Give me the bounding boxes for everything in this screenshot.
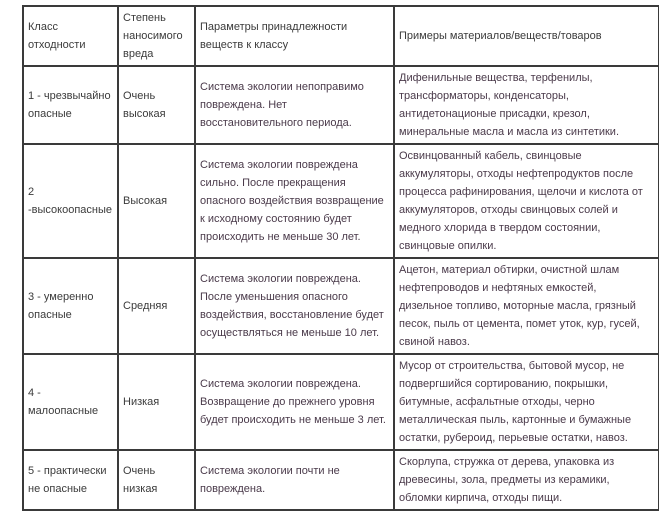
cell-examples: Ацетон, материал обтирки, очистной шлам нефтепроводов и нефтяных емкостей, дизельное топливо, моторные масла, грязный песок, пыль от цемента, помет уток, кур, гусей, свиной навоз. bbox=[394, 258, 659, 354]
cell-class: 4 - малоопасные bbox=[23, 354, 118, 450]
cell-harm: Высокая bbox=[118, 144, 195, 258]
cell-class: 2 -высокоопасные bbox=[23, 144, 118, 258]
table-row bbox=[23, 354, 659, 450]
table-header-row bbox=[23, 6, 659, 66]
cell-params: Система экологии повреждена. Возвращение до прежнего уровня будет происходить не меньше 3 лет. bbox=[195, 354, 394, 450]
cell-harm: Низкая bbox=[118, 354, 195, 450]
cell-examples: Освинцованный кабель, свинцовые аккумуляторы, отходы нефтепродуктов после процесса рафинирования, щелочи и кислота от аккумуляторов, отходы свинцовых солей и медного хлорида в твердом состоянии, свинцовые опилки. bbox=[394, 144, 659, 258]
cell-examples: Дифенильные вещества, терфенилы, трансформаторы, конденсаторы, антидетонационые присадки, крезол, минеральные масла и масла из синтетики. bbox=[394, 66, 659, 144]
cell-params: Система экологии повреждена. После уменьшения опасного воздействия, восстановление будет осуществляться не меньше 10 лет. bbox=[195, 258, 394, 354]
cell-class: 3 - умеренно опасные bbox=[23, 258, 118, 354]
table-row bbox=[23, 258, 659, 354]
cell-harm: Средняя bbox=[118, 258, 195, 354]
cell-class: 1 - чрезвычайно опасные bbox=[23, 66, 118, 144]
header-class: Класс отходности bbox=[23, 6, 118, 66]
waste-classes-table bbox=[22, 5, 659, 511]
cell-params: Система экологии повреждена сильно. После прекращения опасного воздействия возвращение к исходному состоянию будет происходить не меньше 30 лет. bbox=[195, 144, 394, 258]
table-row bbox=[23, 450, 659, 510]
cell-examples: Скорлупа, стружка от дерева, упаковка из древесины, зола, предметы из керамики, обломки кирпича, отходы пищи. bbox=[394, 450, 659, 510]
cell-params: Система экологии непоправимо повреждена. Нет восстановительного периода. bbox=[195, 66, 394, 144]
cell-harm: Очень высокая bbox=[118, 66, 195, 144]
header-examples: Примеры материалов/веществ/товаров bbox=[394, 6, 659, 66]
header-params: Параметры принадлежности веществ к классу bbox=[195, 6, 394, 66]
header-harm: Степень наносимого вреда bbox=[118, 6, 195, 66]
table-row bbox=[23, 144, 659, 258]
cell-class: 5 - практически не опасные bbox=[23, 450, 118, 510]
cell-harm: Очень низкая bbox=[118, 450, 195, 510]
cell-examples: Мусор от строительства, бытовой мусор, не подвергшийся сортированию, покрышки, битумные, асфальтные отходы, черно металлическая пыль, картонные и бумажные остатки, рубероид, перьевые остатки, навоз. bbox=[394, 354, 659, 450]
table-row bbox=[23, 66, 659, 144]
cell-params: Система экологии почти не повреждена. bbox=[195, 450, 394, 510]
